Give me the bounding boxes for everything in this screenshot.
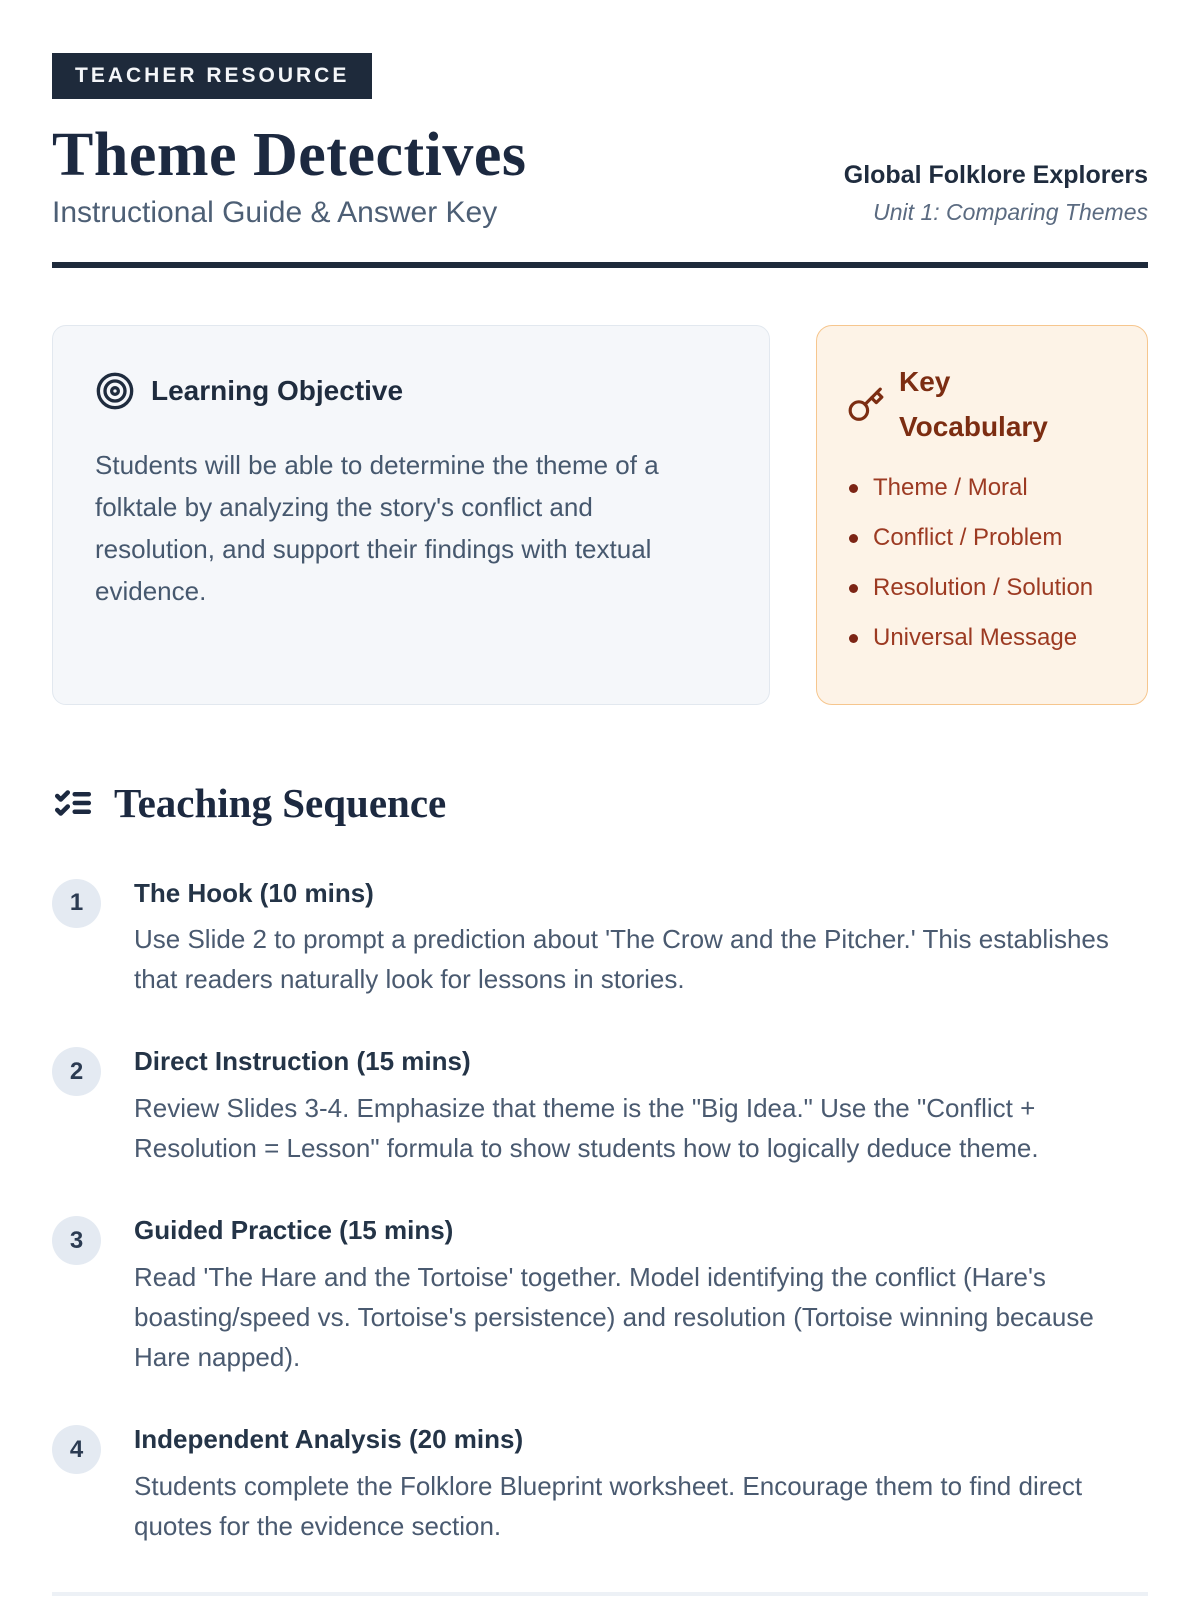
target-icon bbox=[95, 371, 135, 411]
teaching-sequence-heading: Teaching Sequence bbox=[114, 779, 447, 826]
step-body: Use Slide 2 to prompt a prediction about 'The Crow and the Pitcher.' This establishes that readers naturally look for lessons in stories. bbox=[134, 924, 1109, 995]
header bbox=[52, 123, 1148, 230]
unit-name: Unit 1: Comparing Themes bbox=[873, 199, 1148, 226]
step-number-badge: 4 bbox=[52, 1425, 101, 1474]
step-3 bbox=[52, 1214, 1148, 1377]
learning-objective-body: Students will be able to determine the theme of a folktale by analyzing the story's conflict and resolution, and support their findings with textual evidence. bbox=[95, 450, 659, 607]
bottom-divider bbox=[52, 1592, 1148, 1596]
step-content bbox=[134, 877, 1134, 1000]
step-body: Read 'The Hare and the Tortoise' together. Model identifying the conflict (Hare's boasting/speed vs. Tortoise's persistence) and resolution (Tortoise winning because Hare napped). bbox=[134, 1262, 1094, 1373]
list-checks-icon bbox=[52, 782, 94, 824]
step-content bbox=[134, 1045, 1134, 1168]
step-title: Independent Analysis (20 mins) bbox=[134, 1424, 524, 1455]
header-divider bbox=[52, 262, 1148, 268]
key-vocabulary-card bbox=[816, 325, 1148, 705]
step-number-badge: 2 bbox=[52, 1047, 101, 1096]
step-content bbox=[134, 1423, 1134, 1546]
header-meta bbox=[844, 161, 1148, 230]
vocabulary-item: Resolution / Solution bbox=[847, 574, 1117, 602]
course-name: Global Folklore Explorers bbox=[843, 161, 1148, 190]
page-subtitle: Instructional Guide & Answer Key bbox=[52, 196, 498, 230]
step-body: Students complete the Folklore Blueprint worksheet. Encourage them to find direct quotes for the evidence section. bbox=[134, 1470, 1083, 1541]
step-body: Review Slides 3-4. Emphasize that theme is the "Big Idea." Use the "Conflict + Resolution = Lesson" formula to show students how to logically deduce theme. bbox=[134, 1093, 1039, 1164]
teaching-sequence-header bbox=[52, 779, 1148, 827]
page-title: Theme Detectives bbox=[52, 121, 527, 189]
header-title-block bbox=[52, 123, 527, 230]
summary-cards bbox=[52, 325, 1148, 705]
key-icon bbox=[847, 386, 885, 424]
learning-objective-heading: Learning Objective bbox=[151, 375, 404, 407]
step-2 bbox=[52, 1045, 1148, 1168]
vocabulary-item: Conflict / Problem bbox=[847, 524, 1117, 552]
step-number-badge: 1 bbox=[52, 879, 101, 928]
step-title: The Hook (10 mins) bbox=[134, 877, 374, 908]
vocabulary-item: Theme / Moral bbox=[847, 474, 1117, 502]
vocabulary-list bbox=[847, 474, 1117, 652]
step-title: Direct Instruction (15 mins) bbox=[134, 1046, 471, 1077]
step-4 bbox=[52, 1423, 1148, 1546]
step-number-badge: 3 bbox=[52, 1216, 101, 1265]
vocabulary-item: Universal Message bbox=[847, 624, 1117, 652]
key-vocabulary-heading: Key Vocabulary bbox=[899, 366, 1048, 442]
step-title: Guided Practice (15 mins) bbox=[134, 1215, 454, 1246]
learning-objective-card bbox=[52, 325, 770, 705]
step-content bbox=[134, 1214, 1134, 1377]
step-1 bbox=[52, 877, 1148, 1000]
teaching-sequence-steps bbox=[52, 877, 1148, 1546]
teacher-resource-badge: TEACHER RESOURCE bbox=[52, 53, 372, 99]
